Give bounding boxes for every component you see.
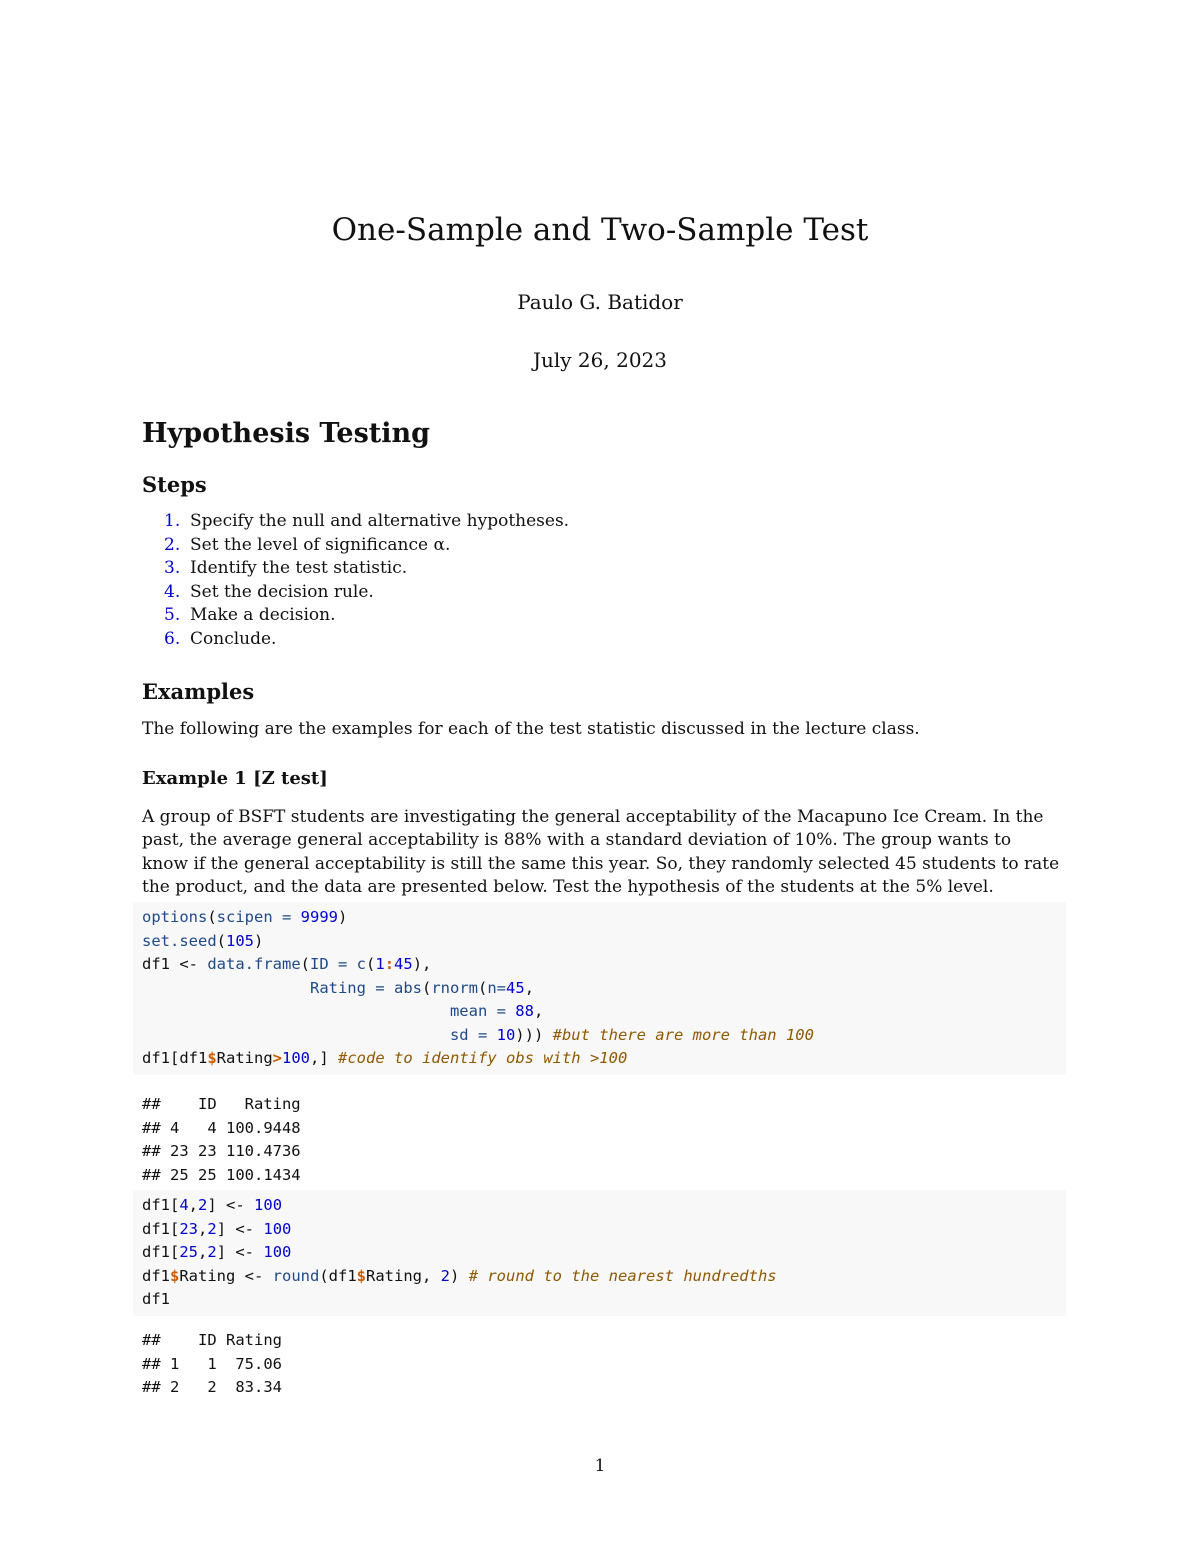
- code-line: Rating = abs(rnorm(n=45,: [309, 978, 535, 997]
- code-line: df1[4,2] <- 100: [142, 1196, 283, 1214]
- examples-intro: The following are the examples for each of the test statistic discussed in the lecture class.: [142, 719, 920, 739]
- output-block-1: [142, 1093, 301, 1187]
- code-line: sd = 10))) #but there are more than 100: [449, 1025, 814, 1044]
- list-item-number: 1.: [164, 511, 181, 531]
- list-item: [142, 534, 569, 558]
- list-item-text: Set the decision rule.: [190, 581, 374, 602]
- document-title: One-Sample and Two-Sample Test: [331, 212, 869, 248]
- list-item: [142, 510, 569, 534]
- page-number: 1: [594, 1456, 606, 1476]
- list-item-text: Make a decision.: [190, 605, 336, 625]
- list-item-text: Identify the test statistic.: [190, 558, 408, 578]
- subsection-heading-examples: Examples: [142, 679, 255, 704]
- document-date: July 26, 2023: [532, 348, 667, 372]
- code-line: df1: [142, 1290, 170, 1308]
- code-line: df1[df1$Rating>100,] #code to identify obs with >100: [142, 1049, 628, 1067]
- section-heading-hypothesis-testing: Hypothesis Testing: [142, 418, 431, 449]
- steps-list: [142, 510, 569, 651]
- list-item: [142, 557, 569, 581]
- output-block-2: [142, 1329, 282, 1400]
- code-block-2: [133, 1190, 1066, 1316]
- code-line: set.seed(105): [142, 931, 264, 950]
- code-line: mean = 88,: [449, 1002, 544, 1020]
- code-line: df1 <- data.frame(ID = c(1:45),: [142, 955, 432, 973]
- list-item-number: 5.: [164, 605, 181, 625]
- output-line: ## 23 23 110.4736: [142, 1142, 301, 1160]
- output-line: ## 25 25 100.1434: [142, 1165, 301, 1184]
- code-line: df1$Rating <- round(df1$Rating, 2) # round to the nearest hundredths: [142, 1266, 777, 1285]
- output-line: ## 4 4 100.9448: [142, 1118, 301, 1137]
- code-line: df1[25,2] <- 100: [142, 1243, 292, 1261]
- output-line: ## 1 1 75.06: [142, 1354, 282, 1373]
- list-item-number: 4.: [164, 581, 181, 602]
- list-item-number: 6.: [164, 628, 181, 649]
- list-item: [142, 581, 569, 605]
- list-item-text: Conclude.: [190, 628, 277, 649]
- output-line: ## ID Rating: [142, 1331, 282, 1349]
- list-item: [142, 604, 569, 628]
- list-item: [142, 628, 569, 652]
- example-1-paragraph: A group of BSFT students are investigating the general acceptability of the Macapuno Ice Cream. In the past, the average general acceptability is 88% with a standard deviation of 10%. The group wants to know if the general acceptability is still the same this year. So, they randomly selected 45 students to rate the product, and the data are presented below. Test the hypothesis of the students at the 5% level.: [142, 807, 1060, 897]
- output-line: ## 2 2 83.34: [142, 1378, 282, 1396]
- list-item-number: 3.: [164, 558, 181, 578]
- code-line: df1[23,2] <- 100: [142, 1219, 292, 1238]
- code-block-1: [133, 902, 1066, 1075]
- list-item-text: Set the level of significance α.: [190, 534, 451, 555]
- example-1-heading: Example 1 [Z test]: [142, 768, 328, 789]
- document-author: Paulo G. Batidor: [517, 290, 683, 314]
- subsection-heading-steps: Steps: [142, 472, 207, 497]
- code-line: options(scipen = 9999): [142, 908, 348, 926]
- list-item-number: 2.: [164, 534, 181, 555]
- list-item-text: Specify the null and alternative hypotheses.: [190, 511, 570, 531]
- output-line: ## ID Rating: [142, 1095, 301, 1113]
